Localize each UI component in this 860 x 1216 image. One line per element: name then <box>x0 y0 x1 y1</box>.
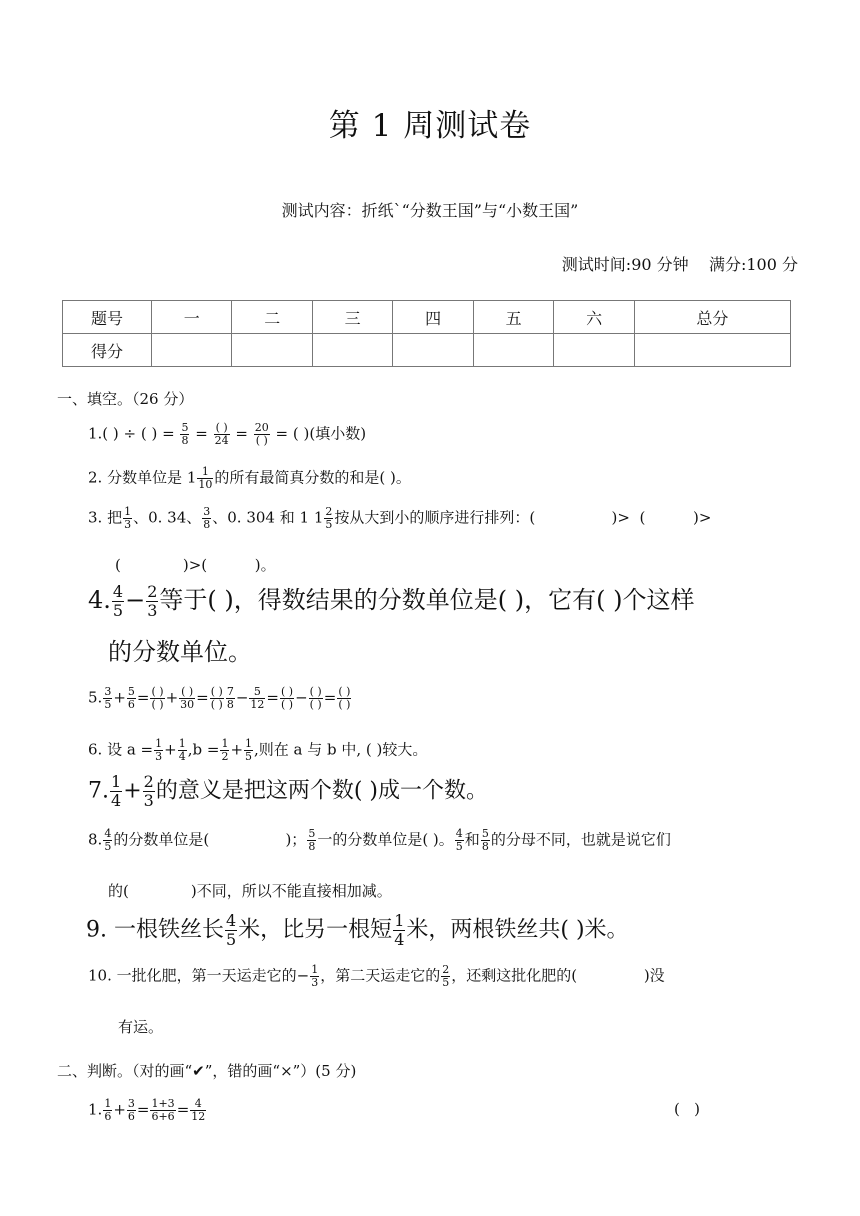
header-cell: 三 <box>312 301 392 334</box>
header-cell: 题号 <box>63 301 152 334</box>
question-1-9: 9. 一根铁丝长 $\frac{4}{5}$ 米，比另一根短 $\frac{1}{4}$ 米，两根铁丝共( )米。 <box>86 911 629 949</box>
score-cell[interactable] <box>634 334 790 367</box>
question-1-10: 10. 一批化肥，第一天运走它的− $\frac{1}{3}$ ，第二天运走它的 $\frac{2}{5}$ ，还剩这批化肥的( )没 <box>88 963 665 989</box>
question-1-4: 4. $\frac{4}{5}$ − $\frac{2}{3}$ 等于( )，得数结果的分数单位是( )，它有( )个这样 <box>88 582 695 620</box>
score-table-score-row <box>63 334 791 367</box>
row-label-cell: 得分 <box>63 334 152 367</box>
question-1-10-line2: 有运。 <box>118 1018 164 1036</box>
question-1-3: 3. 把 $\frac{1}{3}$ 、0. 34、 $\frac{3}{8}$ 、0. 304 和 1 1 $\frac{2}{5}$ 按从大到小的顺序进行排列：( )> ( )> <box>88 505 712 531</box>
question-1-8: 8. $\frac{4}{5}$ 的分数单位是( )； $\frac{5}{8}$ 一的分数单位是( )。 $\frac{4}{5}$ 和 $\frac{5}{8}$ 的分母不同，也就是说它们 <box>88 827 671 853</box>
score-cell[interactable] <box>473 334 553 367</box>
header-cell: 总分 <box>634 301 790 334</box>
question-1-5: 5. $\frac{3}{5}$ + $\frac{5}{6}$ = $\frac{( )}{( )}$ + $\frac{( )}{30}$ = $\frac{( )}{( )}$ $\frac{7}{8}$ − $\frac{5}{12}$ = $\frac{( )}{( )}$ − $\frac{( )}{( )}$ = $\frac{( )}{( )}$ <box>88 685 351 711</box>
score-table <box>62 300 791 367</box>
test-content-subtitle: 测试内容：折纸ˋ“分数王国”与“小数王国” <box>281 201 579 220</box>
question-1-7: 7. $\frac{1}{4}$ + $\frac{2}{3}$ 的意义是把这两个数( )成一个数。 <box>88 772 488 810</box>
score-cell[interactable] <box>393 334 473 367</box>
score-cell[interactable] <box>554 334 634 367</box>
question-1-4-line2: 的分数单位。 <box>108 638 252 666</box>
header-cell: 四 <box>393 301 473 334</box>
score-cell[interactable] <box>152 334 232 367</box>
header-cell: 一 <box>152 301 232 334</box>
question-1-2: 2. 分数单位是 1 $\frac{1}{10}$ 的所有最简真分数的和是( )。 <box>88 465 411 491</box>
time-and-score-info: 测试时间:90 分钟 满分:100 分 <box>561 255 798 274</box>
header-cell: 六 <box>554 301 634 334</box>
score-table-header-row <box>63 301 791 334</box>
question-1-3-line2: ( )>( )。 <box>115 556 276 574</box>
header-cell: 二 <box>232 301 312 334</box>
question-1-1: 1.( ) ÷ ( ) = $\frac{5}{8}$ = $\frac{( )}{24}$ = $\frac{20}{( )}$ = ( )(填小数) <box>88 421 367 447</box>
page-title: 第 1 周测试卷 <box>328 108 532 144</box>
section2-heading: 二、判断。（对的画“✔”，错的画“×”）(5 分) <box>57 1062 357 1080</box>
score-cell[interactable] <box>232 334 312 367</box>
answer-mark-box[interactable]: ( ) <box>674 1100 701 1118</box>
question-1-6: 6. 设 a = $\frac{1}{3}$ + $\frac{1}{4}$ ,b = $\frac{1}{2}$ + $\frac{1}{5}$ ,则在 a 与 b 中, ( )较大。 <box>88 737 428 763</box>
question-2-1: 1. $\frac{1}{6}$ + $\frac{3}{6}$ = $\frac{1+3}{6+6}$ = $\frac{4}{12}$ <box>88 1097 206 1123</box>
question-1-8-line2: 的( )不同，所以不能直接相加减。 <box>108 882 392 900</box>
header-cell: 五 <box>473 301 553 334</box>
section1-heading: 一、填空。（26 分） <box>57 390 194 408</box>
score-cell[interactable] <box>312 334 392 367</box>
